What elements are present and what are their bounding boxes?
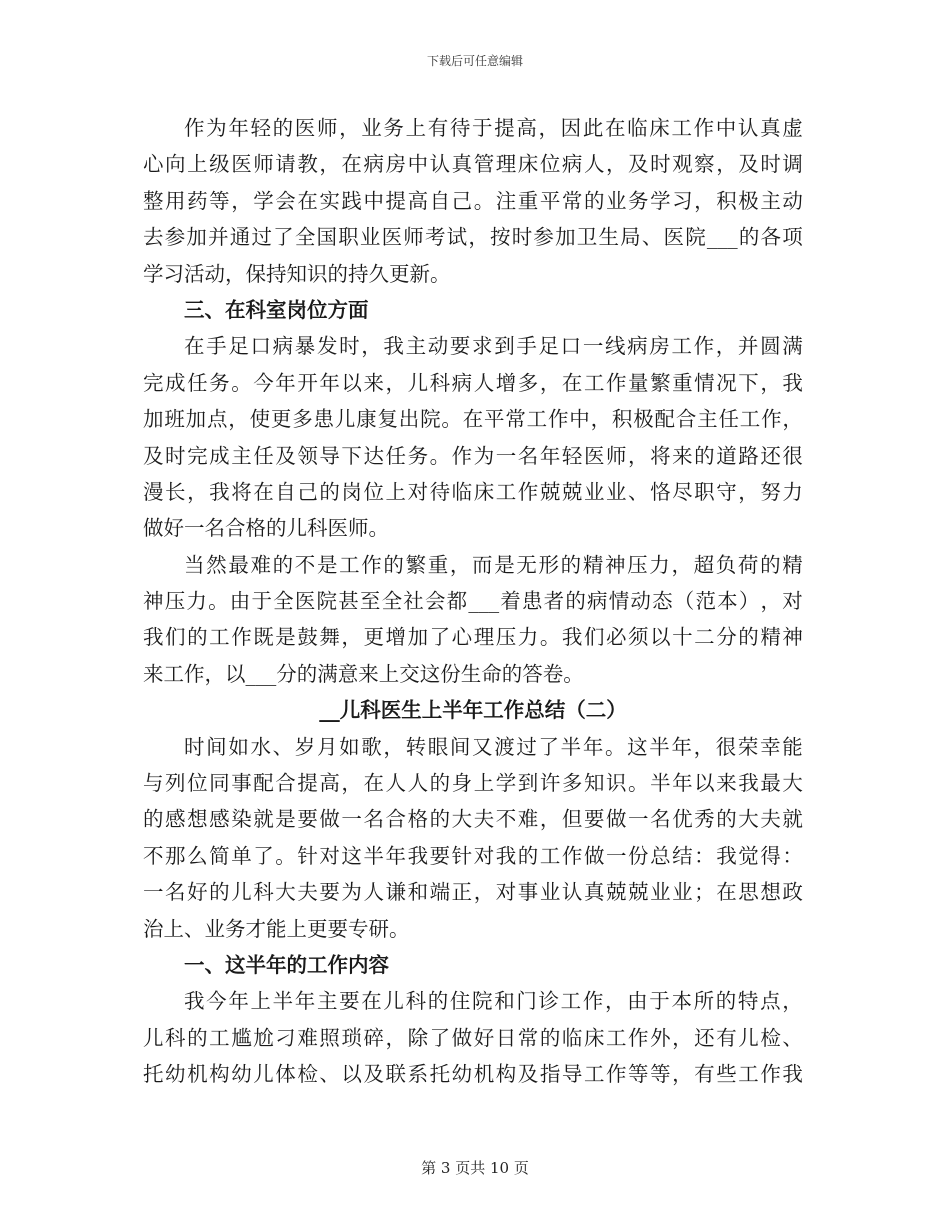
text-line: 加 班 加 点 ， 使 更 多 患 儿 康 复 出 院 。 在 平 常 工 作 中 ， 积 极 配 合 主 任 工 作 ， [143, 407, 803, 432]
text-line: 完 成 任 务 。 今 年 开 年 以 来 ， 儿 科 病 人 增 多 ， 在 工 作 量 繁 重 情 况 下 ， 我 [143, 370, 803, 395]
text-line: 一 名 好 的 儿 科 大 夫 要 为 人 谦 和 端 正 ， 对 事 业 认 真 兢 兢 业 业 ； 在 思 想 政 [143, 880, 803, 905]
text-line: 我 今 年 上 半 年 主 要 在 儿 科 的 住 院 和 门 诊 工 作 ， 由 于 本 所 的 特 点 ， [184, 989, 803, 1014]
text-line: 在 手 足 口 病 暴 发 时 ， 我 主 动 要 求 到 手 足 口 一 线 病 房 工 作 ， 并 圆 满 [184, 334, 803, 359]
text-line: 与 列 位 同 事 配 合 提 高 ， 在 人 人 的 身 上 学 到 许 多 知 识 。 半 年 以 来 我 最 大 [143, 771, 803, 796]
document-body [143, 110, 803, 1093]
text-line: 治上、业务才能上更要专研。 [143, 916, 410, 941]
section-title: __儿科医生上半年工作总结（二） [319, 698, 627, 723]
text-line: 心 向 上 级 医 师 请 教 ， 在 病 房 中 认 真 管 理 床 位 病 人 ， 及 时 观 察 ， 及 时 调 [143, 152, 803, 177]
text-line: 我 们 的 工 作 既 是 鼓 舞 ， 更 增 加 了 心 理 压 力 。 我 们 必 须 以 十 二 分 的 精 神 [143, 625, 803, 650]
text-line: 整 用 药 等 ， 学 会 在 实 践 中 提 高 自 己 。 注 重 平 常 的 业 务 学 习 ， 积 极 主 动 [143, 188, 803, 213]
text-line: 当 然 最 难 的 不 是 工 作 的 繁 重 ， 而 是 无 形 的 精 神 压 力 ， 超 负 荷 的 精 [184, 552, 803, 577]
text-line: 学习活动，保持知识的持久更新。 [143, 261, 451, 286]
text-line: 作 为 年 轻 的 医 师 ， 业 务 上 有 待 于 提 高 ， 因 此 在 临 床 工 作 中 认 真 虚 [184, 116, 803, 140]
text-line: 及 时 完 成 主 任 及 领 导 下 达 任 务 。 作 为 一 名 年 轻 医 师 ， 将 来 的 道 路 还 很 [143, 443, 803, 468]
text-line: 去 参 加 并 通 过 了 全 国 职 业 医 师 考 试 ， 按 时 参 加 卫 生 局 、 医 院 ___ 的 各 项 [143, 225, 803, 250]
page-header: 下载后可任意编辑 [426, 54, 523, 68]
text-line: 的 感 想 感 染 就 是 要 做 一 名 合 格 的 大 夫 不 难 ， 但 要 做 一 名 优 秀 的 大 夫 就 [143, 807, 803, 832]
section-heading: 三、在科室岗位方面 [184, 297, 369, 322]
section-heading: 一、这半年的工作内容 [184, 952, 389, 977]
text-line: 时 间 如 水 、 岁 月 如 歌 ， 转 眼 间 又 渡 过 了 半 年 。 这 半 年 ， 很 荣 幸 能 [184, 734, 803, 759]
text-line: 来工作，以___分的满意来上交这份生命的答卷。 [143, 661, 584, 686]
text-line: 儿 科 的 工 尴 尬 刁 难 照 琐 碎 ， 除 了 做 好 日 常 的 临 床 工 作 外 ， 还 有 儿 检 、 [143, 1025, 803, 1050]
text-line: 托 幼 机 构 幼 儿 体 检 、 以 及 联 系 托 幼 机 构 及 指 导 工 作 等 等 ， 有 些 工 作 我 [143, 1062, 803, 1087]
text-line: 不 那 么 简 单 了 。 针 对 这 半 年 我 要 针 对 我 的 工 作 做 一 份 总 结 ： 我 觉 得 ： [143, 843, 803, 868]
text-line: 做好一名合格的儿科医师。 [143, 516, 389, 541]
page-footer: 第 3 页共 10 页 [421, 1159, 529, 1177]
text-line: 神 压 力 。 由 于 全 医 院 甚 至 全 社 会 都 ___ 着 患 者 的 病 情 动 态 （ 范 本 ） ， 对 [143, 589, 803, 614]
text-line: 漫 长 ， 我 将 在 自 己 的 岗 位 上 对 待 临 床 工 作 兢 兢 业 业 、 恪 尽 职 守 ， 努 力 [143, 479, 803, 504]
